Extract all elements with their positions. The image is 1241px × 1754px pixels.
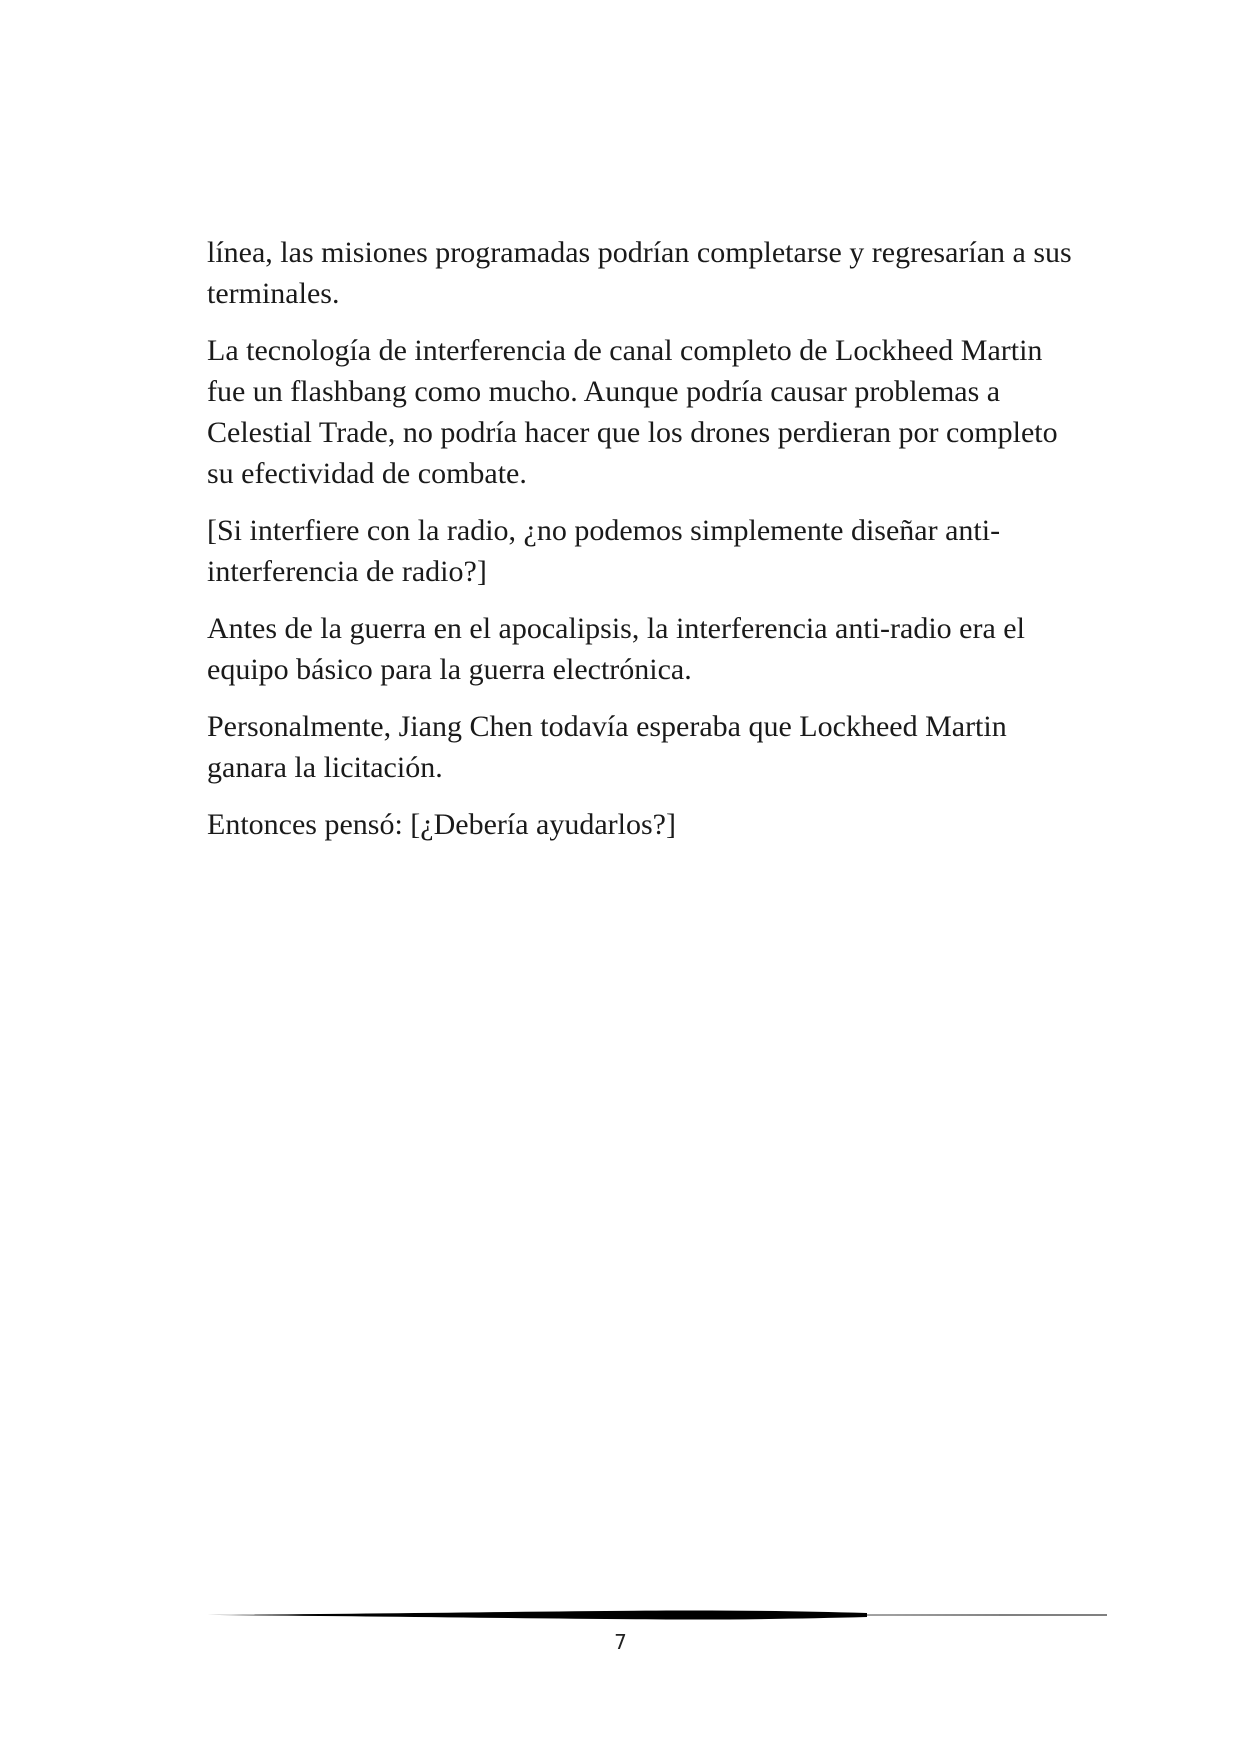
footer-divider xyxy=(207,1608,1107,1622)
page-number: 7 xyxy=(614,1630,627,1654)
paragraph: [Si interfiere con la radio, ¿no podemos simplemente diseñar anti-interferencia de radio?] xyxy=(207,514,1001,588)
paragraph: Personalmente, Jiang Chen todavía esperaba que Lockheed Martin ganara la licitación. xyxy=(207,710,1007,784)
paragraph: línea, las misiones programadas podrían completarse y regresarían a sus terminales. xyxy=(207,236,1072,310)
body-text xyxy=(207,232,1072,861)
paragraph: La tecnología de interferencia de canal completo de Lockheed Martin fue un flashbang como mucho. Aunque podría causar problemas a Celestial Trade, no podría hacer que los drones perdieran por completo su efectividad de combate. xyxy=(207,334,1058,490)
paragraph: Entonces pensó: [¿Debería ayudarlos?] xyxy=(207,808,676,841)
paragraph: Antes de la guerra en el apocalipsis, la interferencia anti-radio era el equipo básico para la guerra electrónica. xyxy=(207,612,1025,686)
